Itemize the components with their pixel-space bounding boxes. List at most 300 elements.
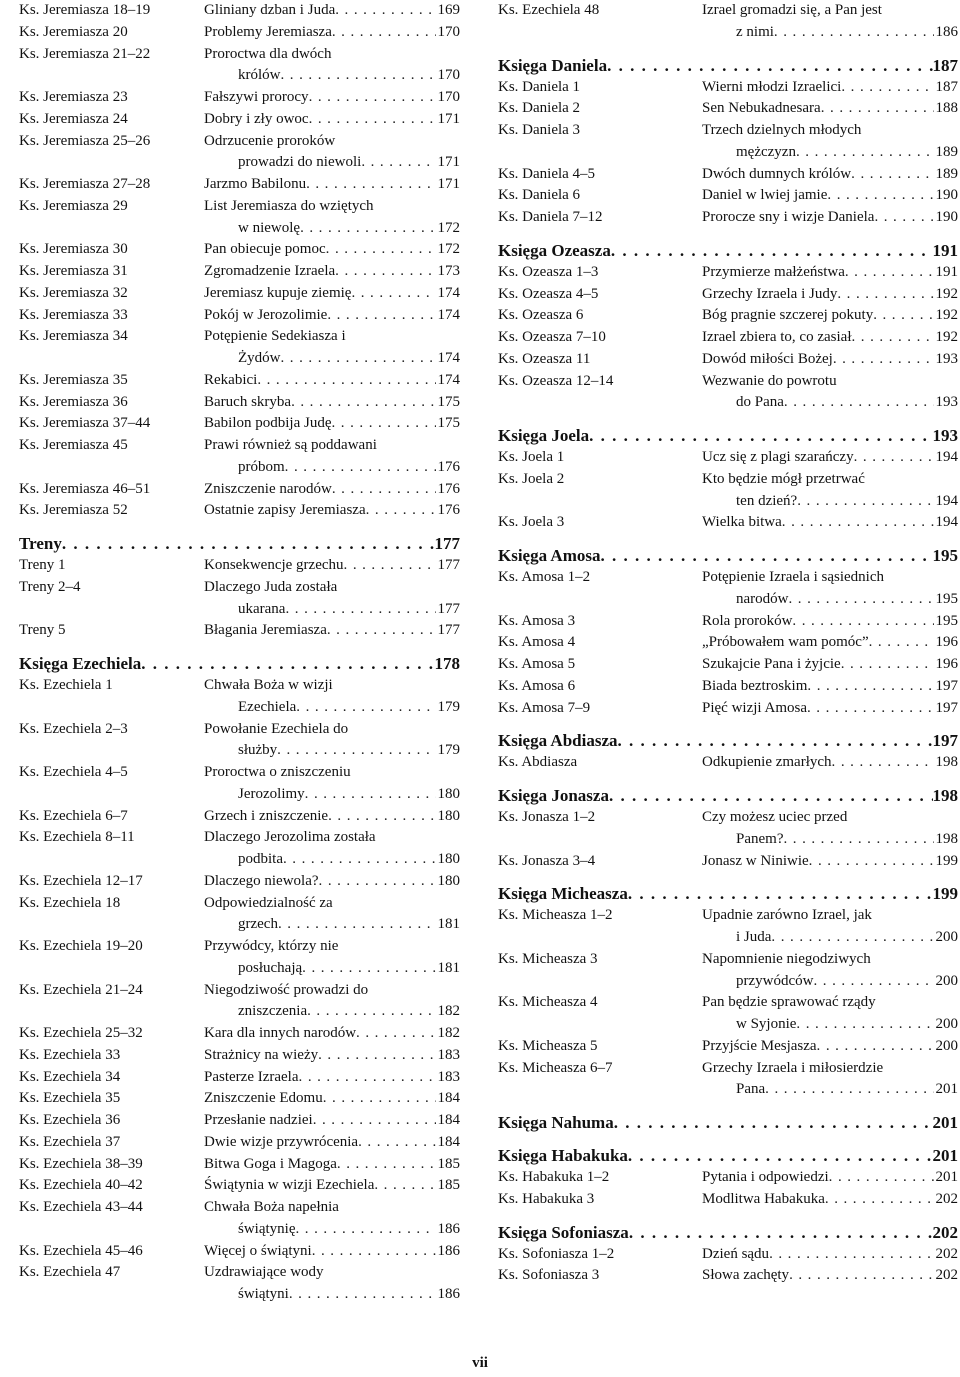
dot-leader [285,457,436,479]
toc-entry [498,349,958,371]
toc-entry-continuation [19,740,460,762]
section-title: Świątynia w wizji Ezechiela [204,1177,375,1194]
section-title: zniszczenia [238,1003,308,1020]
dot-leader [312,1241,436,1263]
dot-leader [851,164,933,186]
toc-entry [19,893,460,915]
section-page-number: 195 [935,612,958,629]
section-title: ukarana [238,600,286,617]
chapter-reference: Ks. Ezechiela 48 [498,2,600,18]
book-title: Księga Daniela [498,55,608,75]
section-title: Ucz się z plagi szarańczy [702,449,854,465]
toc-entry-continuation [498,971,958,993]
section-title: Wielka bitwa [702,514,782,531]
section-title: Konsekwencje grzechu [204,557,344,573]
section-title: List Jeremiasza do wziętych [204,197,374,214]
dot-leader [614,1112,933,1134]
dot-leader [628,883,933,905]
dot-leader [358,1132,435,1154]
chapter-reference: Ks. Habakuka 1–2 [498,1169,610,1185]
section-page-number: 182 [437,1003,460,1020]
chapter-reference: Ks. Jeremiasza 32 [19,284,128,301]
section-page-number: 171 [437,176,460,192]
dot-leader [852,327,934,349]
section-title: Zniszczenie narodów [204,480,332,497]
dot-leader [609,785,933,807]
section-page-number: 177 [437,557,460,573]
dot-leader [318,1045,435,1067]
chapter-reference: Ks. Ezechiela 35 [19,1090,121,1107]
toc-entry [19,500,460,522]
section-page-number: 175 [437,393,460,410]
dot-leader [784,392,934,414]
toc-entry-continuation [19,697,460,719]
section-title: Babilon podbija Judę [204,415,332,432]
section-title: Pan obiecuje pomoc [204,241,326,258]
section-title: Pięć wizji Amosa [702,699,807,716]
toc-entry [19,1045,460,1067]
chapter-reference: Ks. Jeremiasza 31 [19,263,128,279]
section-page-number: 180 [437,872,460,889]
toc-entry [498,949,958,971]
section-page-number: 184 [437,1133,460,1150]
section-title: Prorocze sny i wizje Daniela [702,209,875,225]
section-title: Strażnicy na wieży [204,1046,319,1063]
section-page-number: 174 [437,306,460,323]
chapter-reference: Ks. Jeremiasza 52 [19,502,128,519]
section-page-number: 171 [437,154,460,171]
dot-leader [607,55,932,77]
toc-entry-continuation [498,589,958,611]
toc-book-heading [498,872,958,905]
section-page-number: 170 [437,23,460,40]
dot-leader [832,752,934,774]
section-title: Pytania i odpowiedzi [702,1169,829,1185]
toc-book-heading [498,1134,958,1167]
dot-leader [332,22,436,44]
dot-leader [845,262,934,284]
section-page-number: 185 [437,1155,460,1172]
section-title: w Syjonie [736,1016,797,1032]
chapter-reference: Ks. Daniela 3 [498,122,581,138]
section-title: Dlaczego Juda została [204,578,338,595]
section-page-number: 173 [437,263,460,279]
chapter-reference: Ks. Daniela 7–12 [498,209,603,225]
book-title: Księga Ezechiela [19,654,142,673]
dot-leader [326,239,436,261]
toc-entry [498,185,958,207]
section-title: Dlaczego Jerozolima została [204,829,376,846]
toc-book-heading [498,414,958,447]
toc-entry [498,1058,958,1080]
section-page-number: 192 [935,329,958,345]
toc-entry [498,120,958,142]
chapter-reference: Ks. Jeremiasza 46–51 [19,480,151,497]
dot-leader [789,589,934,611]
section-page-number: 179 [437,698,460,715]
dot-leader [335,261,435,283]
section-title: Zgromadzenie Izraela [204,263,336,279]
section-title: Pan będzie sprawować rządy [702,994,876,1011]
section-title: Panem? [736,830,784,847]
section-page-number: 172 [437,219,460,236]
toc-entry [19,1132,460,1154]
chapter-reference: Ks. Ozeasza 12–14 [498,372,614,389]
dot-leader [874,207,933,229]
toc-entry [19,1088,460,1110]
book-title: Księga Joela [498,426,590,445]
dot-leader [300,218,435,240]
section-page-number: 193 [935,394,958,411]
dot-leader [366,500,436,522]
toc-book-heading [498,229,958,262]
chapter-reference: Ks. Ozeasza 11 [498,350,591,367]
toc-entry [498,632,958,654]
section-title: Baruch skryba [204,393,292,410]
toc-entry-continuation [498,829,958,851]
toc-entry-continuation [498,491,958,513]
book-page-number: 201 [932,1146,958,1165]
dot-leader [821,98,934,120]
toc-book-heading [19,522,460,555]
section-page-number: 186 [935,23,958,40]
book-title: Księga Abdiasza [498,731,618,751]
section-page-number: 199 [935,852,958,869]
chapter-reference: Treny 1 [19,557,66,573]
toc-entry [498,327,958,349]
dot-leader [327,620,436,642]
section-title: Pana [736,1081,766,1098]
section-page-number: 176 [437,458,460,475]
dot-leader [765,1079,933,1101]
chapter-reference: Treny 5 [19,622,66,639]
chapter-reference: Ks. Jeremiasza 20 [19,23,128,40]
dot-leader [796,1014,933,1036]
section-title: służby [238,742,278,759]
section-page-number: 170 [437,89,460,105]
toc-entry [19,1175,460,1197]
section-title: Słowa zachęty [702,1267,790,1284]
section-title: mężczyzn [736,143,796,160]
section-page-number: 177 [437,600,460,617]
section-title: Kto będzie mógł przetrwać [702,470,865,487]
toc-entry-continuation [19,599,460,621]
dot-leader [837,284,933,306]
toc-entry [498,207,958,229]
chapter-reference: Ks. Ezechiela 25–32 [19,1025,143,1041]
toc-entry [19,1262,460,1284]
section-page-number: 177 [437,622,460,639]
toc-entry [498,654,958,676]
toc-entry [19,719,460,741]
section-title: Czy możesz uciec przed [702,809,848,825]
toc-book-heading [498,774,958,807]
dot-leader [589,425,932,447]
chapter-reference: Ks. Ezechiela 19–20 [19,938,143,954]
dot-leader [796,142,934,164]
section-page-number: 200 [935,1037,958,1054]
section-title: Szukajcie Pana i żyjcie [702,656,841,672]
toc-column-left [19,0,460,1306]
dot-leader [309,87,436,109]
section-page-number: 196 [935,634,958,651]
chapter-reference: Ks. Ozeasza 6 [498,307,584,324]
section-page-number: 186 [437,1286,460,1302]
section-page-number: 191 [935,263,958,280]
chapter-reference: Treny 2–4 [19,578,81,595]
dot-leader [332,479,436,501]
book-page-number: 199 [932,884,958,904]
book-title: Księga Amosa [498,546,601,565]
chapter-reference: Ks. Jeremiasza 34 [19,328,128,345]
section-title: Przywódcy, którzy nie [204,938,339,954]
chapter-reference: Ks. Jeremiasza 18–19 [19,2,151,18]
dot-leader [285,599,435,621]
dot-leader [611,240,933,262]
toc-entry-continuation [498,22,958,44]
section-page-number: 175 [437,415,460,432]
dot-leader [289,1284,436,1306]
toc-entry [19,22,460,44]
dot-leader [807,698,934,720]
chapter-reference: Ks. Ezechiela 6–7 [19,807,128,824]
toc-entry [498,262,958,284]
chapter-reference: Ks. Daniela 1 [498,78,581,95]
dot-leader [281,65,436,87]
section-page-number: 181 [437,916,460,933]
toc-entry [19,392,460,414]
chapter-reference: Ks. Habakuka 3 [498,1190,595,1207]
toc-entry [19,413,460,435]
toc-entry [498,1189,958,1211]
section-title: Dwóch dumnych królów [702,165,852,182]
section-title: Dwie wizje przywrócenia [204,1133,359,1150]
dot-leader [296,697,435,719]
dot-leader [782,512,934,534]
dot-leader [833,349,934,371]
section-page-number: 201 [935,1169,958,1185]
dot-leader [783,829,933,851]
chapter-reference: Ks. Micheasza 6–7 [498,1059,613,1076]
section-page-number: 202 [935,1267,958,1284]
toc-entry [498,284,958,306]
dot-leader [281,348,436,370]
toc-entry [19,762,460,784]
section-title: królów [238,67,281,84]
dot-leader [323,1088,436,1110]
section-title: do Pana [736,394,784,411]
toc-entry-continuation [498,1014,958,1036]
book-page-number: 198 [932,786,958,805]
section-page-number: 187 [935,78,958,95]
section-title: Daniel w lwiej jamie [702,187,828,204]
section-page-number: 183 [437,1068,460,1085]
dot-leader [309,109,436,131]
dot-leader [313,1110,436,1132]
section-title: Modlitwa Habakuka [702,1190,825,1207]
chapter-reference: Ks. Jonasza 3–4 [498,852,596,869]
toc-entry-continuation [19,849,460,871]
toc-entry [498,447,958,469]
section-title: Izrael gromadzi się, a Pan jest [702,2,882,18]
section-title: Dowód miłości Bożej [702,350,833,367]
section-title: ten dzień? [736,492,798,509]
section-page-number: 176 [437,502,460,519]
chapter-reference: Ks. Ezechiela 18 [19,894,121,911]
toc-entry [19,806,460,828]
section-title: świątynię [238,1220,296,1237]
chapter-reference: Ks. Ezechiela 37 [19,1133,121,1150]
section-title: Kara dla innych narodów [204,1025,357,1041]
toc-entry [19,326,460,348]
chapter-reference: Ks. Jeremiasza 29 [19,197,128,214]
toc-book-heading [498,44,958,77]
dot-leader [374,1175,435,1197]
section-page-number: 174 [437,284,460,301]
section-title: „Próbowałem wam pomóc” [702,634,869,651]
toc-entry [498,469,958,491]
section-page-number: 176 [437,480,460,497]
section-page-number: 202 [935,1190,958,1207]
dot-leader [792,611,933,633]
chapter-reference: Ks. Daniela 4–5 [498,165,596,182]
section-title: Przesłanie nadziei [204,1112,313,1128]
dot-leader [307,1001,435,1023]
toc-entry [19,620,460,642]
chapter-reference: Ks. Ezechiela 34 [19,1068,121,1085]
section-title: Proroctwa dla dwóch [204,45,332,62]
chapter-reference: Ks. Amosa 7–9 [498,699,591,716]
chapter-reference: Ks. Ozeasza 4–5 [498,285,599,302]
section-page-number: 189 [935,143,958,160]
toc-entry [19,109,460,131]
toc-entry [19,261,460,283]
dot-leader [291,392,435,414]
section-title: Powołanie Ezechiela do [204,720,349,737]
dot-leader [809,851,934,873]
book-page-number: 191 [932,240,958,260]
section-title: Jeremiasz kupuje ziemię [204,284,352,301]
chapter-reference: Ks. Ezechiela 1 [19,677,113,693]
section-page-number: 194 [935,492,958,509]
section-page-number: 200 [935,1016,958,1032]
toc-entry [19,936,460,958]
book-title: Treny [19,534,62,553]
toc-entry [498,0,958,22]
toc-entry [498,305,958,327]
section-page-number: 170 [437,67,460,84]
section-title: prowadzi do niewoli [238,154,362,171]
toc-column-right [498,0,958,1287]
section-page-number: 171 [437,110,460,127]
section-title: Odpowiedzialność za [204,894,333,911]
chapter-reference: Ks. Jeremiasza 36 [19,393,128,410]
section-title: Napomnienie niegodziwych [702,950,871,967]
dot-leader [829,1167,934,1189]
chapter-reference: Ks. Jeremiasza 21–22 [19,45,151,62]
section-page-number: 180 [437,851,460,867]
section-title: Rola proroków [702,612,793,629]
toc-entry [498,611,958,633]
toc-entry [498,851,958,873]
toc-entry [19,555,460,577]
section-page-number: 202 [935,1245,958,1262]
dot-leader [869,632,934,654]
toc-entry [498,698,958,720]
chapter-reference: Ks. Ezechiela 21–24 [19,981,143,998]
section-page-number: 195 [935,590,958,607]
dot-leader [789,1265,933,1287]
toc-entry [498,752,958,774]
section-page-number: 186 [437,1242,460,1259]
dot-leader [841,654,934,676]
section-title: Jonasz w Niniwie [702,852,809,869]
section-title: Uzdrawiające wody [204,1264,324,1281]
section-title: Dzień sądu [702,1245,770,1262]
section-page-number: 190 [935,209,958,225]
toc-entry [19,44,460,66]
section-title: Dobry i zły owoc [204,110,309,127]
toc-entry [19,827,460,849]
section-page-number: 182 [437,1025,460,1041]
toc-entry-continuation [19,1001,460,1023]
section-title: Niegodziwość prowadzi do [204,981,369,998]
toc-entry [19,577,460,599]
section-title: Fałszywi prorocy [204,89,309,105]
chapter-reference: Ks. Joela 3 [498,514,565,531]
dot-leader [305,784,436,806]
dot-leader [277,740,435,762]
book-page-number: 187 [932,55,958,75]
chapter-reference: Ks. Micheasza 3 [498,950,598,967]
toc-book-heading [498,534,958,567]
section-page-number: 184 [437,1112,460,1128]
toc-entry [498,567,958,589]
section-page-number: 189 [935,165,958,182]
section-page-number: 193 [935,350,958,367]
chapter-reference: Ks. Sofoniasza 3 [498,1267,600,1284]
dot-leader [62,533,435,555]
dot-leader [797,491,933,513]
section-title: z nimi [736,23,774,40]
chapter-reference: Ks. Ezechiela 45–46 [19,1242,143,1259]
chapter-reference: Ks. Jeremiasza 37–44 [19,415,151,432]
chapter-reference: Ks. Joela 1 [498,449,565,465]
section-title: Błagania Jeremiasza [204,622,327,639]
section-page-number: 190 [935,187,958,204]
chapter-reference: Ks. Amosa 4 [498,634,576,651]
section-title: Przymierze małżeństwa [702,263,845,280]
chapter-reference: Ks. Ezechiela 38–39 [19,1155,143,1172]
toc-entry-continuation [19,958,460,980]
section-title: posłuchają [238,959,303,976]
chapter-reference: Ks. Micheasza 5 [498,1037,598,1054]
section-title: Sen Nebukadnesara [702,100,821,117]
section-page-number: 188 [935,100,958,117]
toc-entry [19,0,460,22]
section-title: Bitwa Goga i Magoga [204,1155,337,1172]
chapter-reference: Ks. Micheasza 4 [498,994,598,1011]
toc-entry [19,1110,460,1132]
chapter-reference: Ks. Amosa 5 [498,656,576,672]
section-page-number: 181 [437,959,460,976]
section-title: Wezwanie do powrotu [702,372,837,389]
toc-book-heading [19,642,460,675]
section-page-number: 200 [935,929,958,945]
toc-entry-continuation [498,927,958,949]
section-page-number: 194 [935,514,958,531]
toc-entry [19,283,460,305]
